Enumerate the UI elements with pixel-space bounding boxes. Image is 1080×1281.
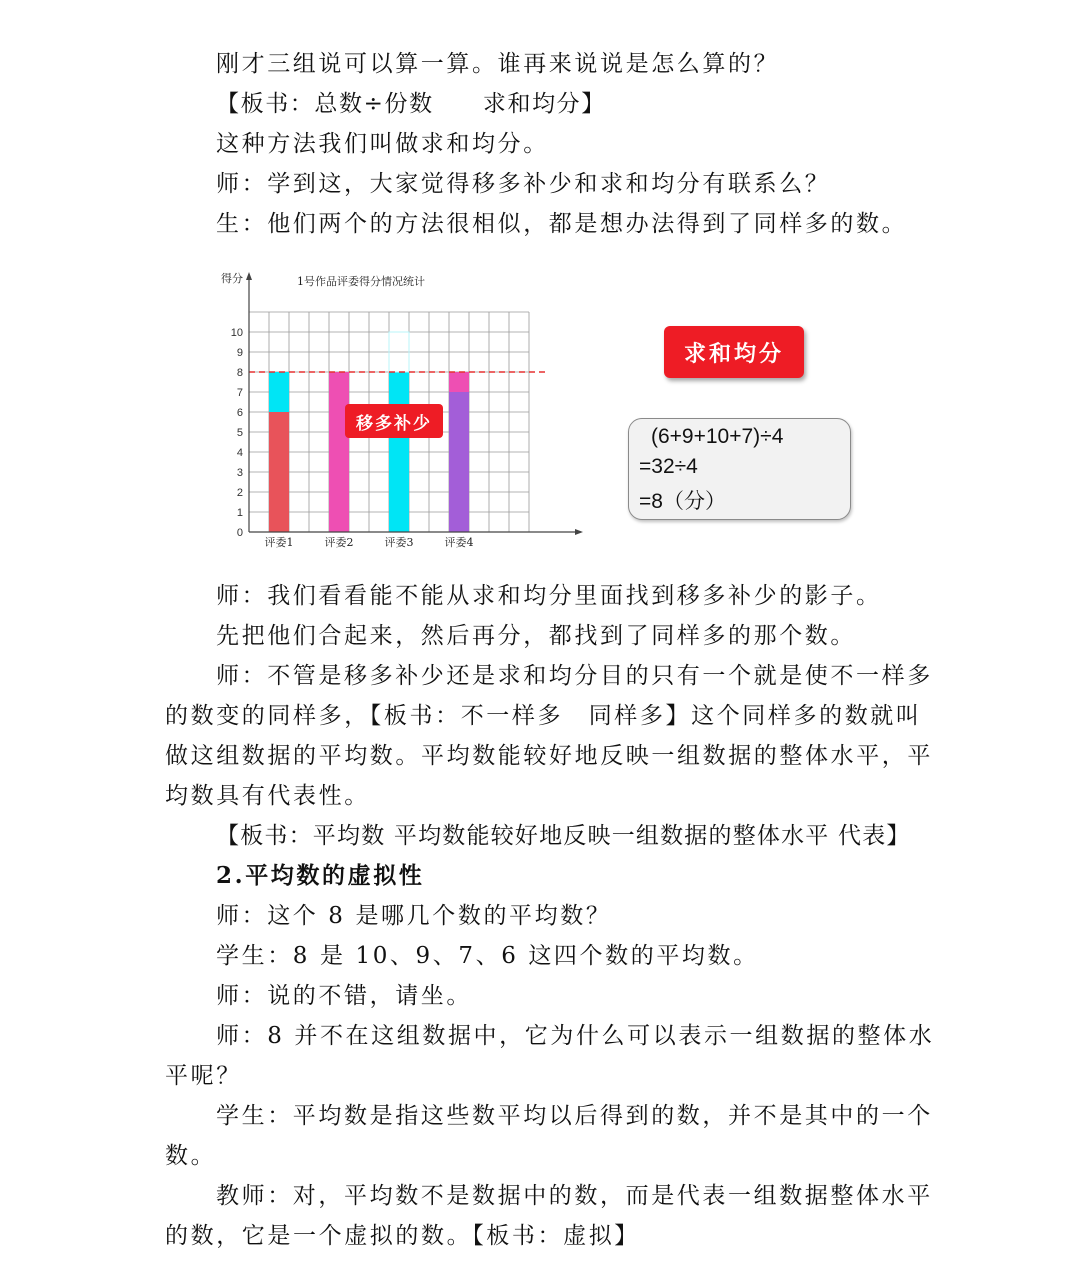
y-tick-label: 2 xyxy=(236,487,243,499)
text-line-16b: 的数，它是一个虚拟的数。【板书：虚拟】 xyxy=(165,1223,640,1249)
text-line-15b: 数。 xyxy=(165,1143,217,1169)
chart-title: 1号作品评委得分情况统计 xyxy=(297,275,425,288)
bar-4-fill xyxy=(449,372,469,392)
formula-line-1: (6+9+10+7)÷4 xyxy=(651,425,784,448)
x-tick-label: 评委3 xyxy=(384,536,414,549)
text-line-1: 刚才三组说可以算一算。谁再来说说是怎么算的？ xyxy=(216,51,780,77)
y-tick-label: 0 xyxy=(236,527,243,539)
text-line-14b: 平呢？ xyxy=(165,1063,242,1089)
bar-3 xyxy=(389,372,409,532)
y-axis-arrow-icon xyxy=(246,272,252,280)
text-line-8c: 做这组数据的平均数。平均数能较好地反映一组数据的整体水平，平 xyxy=(165,743,933,769)
bar-4 xyxy=(449,392,469,532)
y-tick-label: 3 xyxy=(236,467,243,479)
text-line-15a: 学生：平均数是指这些数平均以后得到的数，并不是其中的一个 xyxy=(216,1103,933,1129)
text-line-12: 学生：8 是 10、9、7、6 这四个数的平均数。 xyxy=(216,943,759,969)
bar-1-fill xyxy=(269,372,289,412)
formula-line-3: =8（分） xyxy=(639,490,726,513)
section-heading: 2.平均数的虚拟性 xyxy=(216,862,425,889)
x-tick-label: 评委4 xyxy=(444,536,474,549)
y-tick-label: 7 xyxy=(236,387,243,399)
formula-box xyxy=(628,418,851,520)
text-line-16a: 教师：对，平均数不是数据中的数，而是代表一组数据整体水平 xyxy=(216,1183,933,1209)
text-line-8a: 师：不管是移多补少还是求和均分目的只有一个就是使不一样多 xyxy=(216,663,933,689)
y-tick-label: 1 xyxy=(236,507,243,519)
text-line-3: 这种方法我们叫做求和均分。 xyxy=(216,131,549,157)
text-line-13: 师：说的不错，请坐。 xyxy=(216,983,472,1009)
y-tick-label: 8 xyxy=(236,367,243,379)
chart-x-labels xyxy=(265,536,474,549)
text-line-6: 师：我们看看能不能从求和均分里面找到移多补少的影子。 xyxy=(216,583,882,609)
text-line-14a: 师：8 并不在这组数据中，它为什么可以表示一组数据的整体水 xyxy=(216,1023,935,1049)
text-line-8d: 均数具有代表性。 xyxy=(165,783,370,809)
text-line-5: 生：他们两个的方法很相似，都是想办法得到了同样多的数。 xyxy=(216,211,908,237)
bar-1 xyxy=(269,412,289,532)
x-axis-arrow-icon xyxy=(575,529,583,535)
text-line-4: 师：学到这，大家觉得移多补少和求和均分有联系么？ xyxy=(216,171,831,197)
y-axis-label: 得分 xyxy=(221,272,243,285)
board-note-1: 【板书：总数÷份数 求和均分】 xyxy=(216,91,606,117)
text-line-11: 师：这个 8 是哪几个数的平均数？ xyxy=(216,903,612,929)
x-tick-label: 评委1 xyxy=(264,536,294,549)
move-more-fill-less-tag: 移多补少 xyxy=(345,404,443,438)
y-tick-label: 5 xyxy=(236,427,243,439)
x-tick-label: 评委2 xyxy=(324,536,354,549)
text-line-7: 先把他们合起来，然后再分，都找到了同样多的那个数。 xyxy=(216,623,856,649)
y-tick-label: 4 xyxy=(236,447,243,459)
formula-line-2: =32÷4 xyxy=(639,455,698,478)
y-tick-label: 6 xyxy=(236,407,243,419)
bar-2 xyxy=(329,372,349,532)
text-line-8b: 的数变的同样多，【板书：不一样多 同样多】这个同样多的数就叫 xyxy=(165,703,922,729)
y-tick-label: 9 xyxy=(236,347,243,359)
chart-y-ticks xyxy=(231,327,243,539)
sum-and-divide-tag: 求和均分 xyxy=(664,326,804,378)
board-note-2: 【板书：平均数 平均数能较好地反映一组数据的整体水平 代表】 xyxy=(216,823,911,849)
y-tick-label: 10 xyxy=(230,327,243,339)
